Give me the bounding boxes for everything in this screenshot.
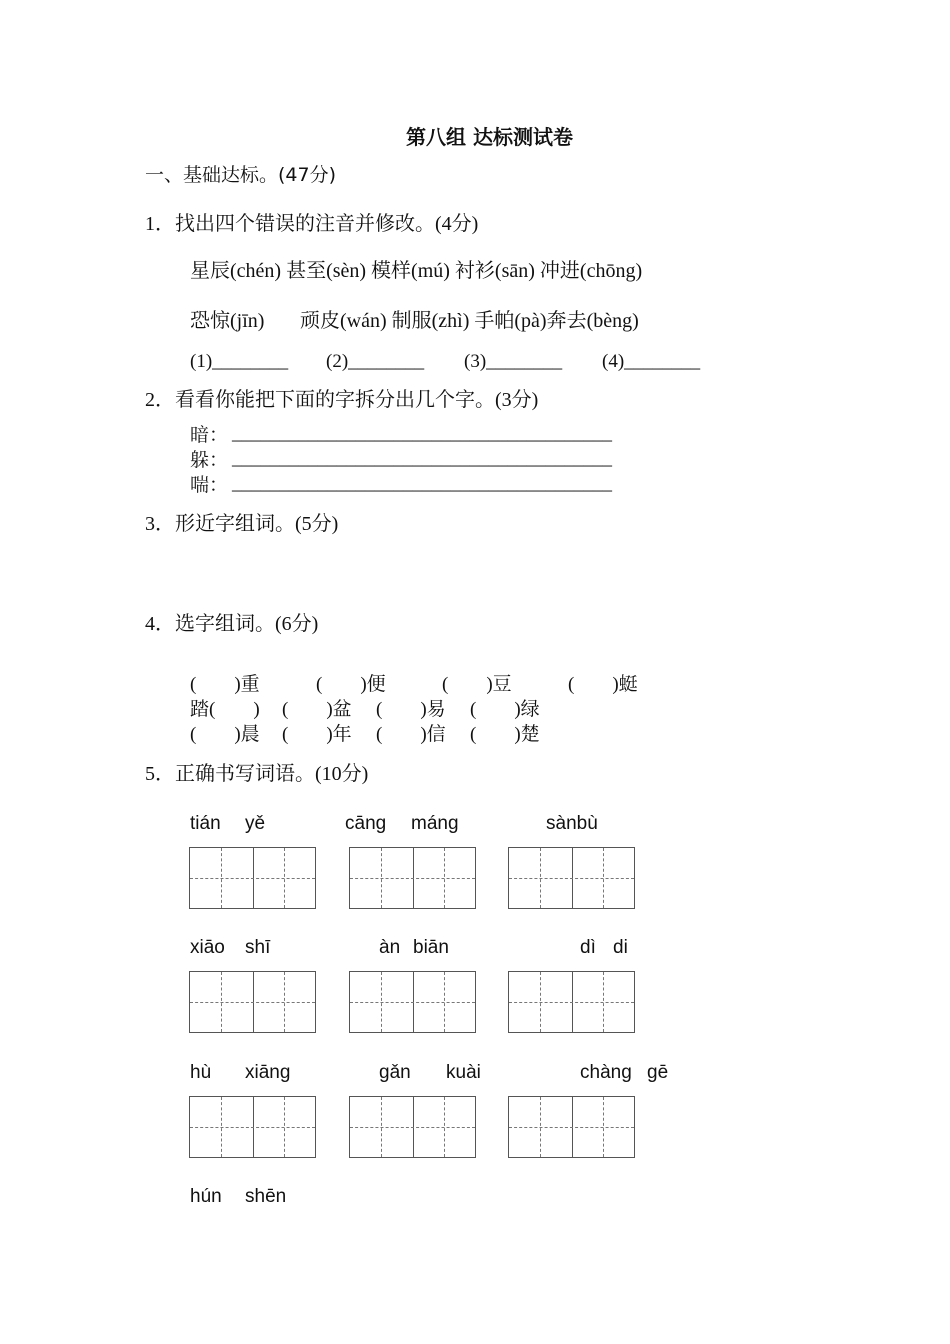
writing-grid[interactable] [508,847,635,909]
split-char-label: 喘： [190,475,229,496]
pinyin: gē [647,1062,669,1083]
pinyin: hún [190,1186,222,1207]
pinyin: di [613,937,628,958]
pinyin: xiāo [190,937,225,958]
choose-item[interactable]: ( )重 [190,674,260,695]
pinyin: yě [245,813,266,834]
writing-grid[interactable] [189,847,316,909]
pinyin: shī [245,937,271,958]
pinyin: hù [190,1062,212,1083]
pinyin: cāng [345,813,387,834]
writing-grid[interactable] [189,971,316,1033]
question-2-prompt: 2．看看你能把下面的字拆分出几个字。(3分) [145,389,539,411]
question-1-prompt: 1．找出四个错误的注音并修改。(4分) [145,213,479,235]
choose-item[interactable]: ( )年 [282,724,352,745]
writing-grid[interactable] [189,1096,316,1158]
pinyin: tián [190,813,221,834]
answer-blank-3[interactable]: (3)________ [464,351,563,372]
q1-line-2b: 顽皮(wán) 制服(zhì) 手帕(pà)奔去(bèng) [300,310,639,332]
pinyin: máng [411,813,459,834]
split-char-label: 暗： [190,425,229,446]
question-4-prompt: 4．选字组词。(6分) [145,613,319,635]
question-5-prompt: 5．正确书写词语。(10分) [145,763,369,785]
answer-blank-2[interactable]: (2)________ [326,351,425,372]
choose-item[interactable]: ( )便 [316,674,386,695]
pinyin: gǎn [379,1062,411,1083]
question-3-prompt: 3．形近字组词。(5分) [145,513,339,535]
pinyin: biān [413,937,449,958]
split-answer-line[interactable]: ________________________________________ [232,448,612,469]
writing-grid[interactable] [349,1096,476,1158]
answer-blank-4[interactable]: (4)________ [602,351,701,372]
choose-item[interactable]: ( )蜓 [568,674,638,695]
writing-grid[interactable] [349,971,476,1033]
writing-grid[interactable] [349,847,476,909]
choose-item[interactable]: ( )晨 [190,724,260,745]
split-answer-line[interactable]: ________________________________________ [232,473,612,494]
writing-grid[interactable] [508,1096,635,1158]
choose-item[interactable]: ( )易 [376,699,446,720]
pinyin: shēn [245,1186,287,1207]
pinyin: dì [580,937,596,958]
q1-line-2a: 恐惊(jīn) [190,310,265,332]
pinyin: sànbù [546,813,598,834]
pinyin: àn [379,937,401,958]
pinyin: chàng [580,1062,632,1083]
choose-item[interactable]: ( )绿 [470,699,540,720]
split-char-label: 躲： [190,450,229,471]
section-heading: 一、基础达标。(47分) [145,164,337,186]
writing-grid[interactable] [508,971,635,1033]
choose-item[interactable]: 踏( ) [190,699,260,720]
choose-item[interactable]: ( )信 [376,724,446,745]
q1-line-1: 星辰(chén) 甚至(sèn) 模样(mú) 衬衫(sān) 冲进(chōng) [190,260,643,282]
split-answer-line[interactable]: ________________________________________ [232,423,612,444]
pinyin: kuài [446,1062,481,1083]
answer-blank-1[interactable]: (1)________ [190,351,289,372]
pinyin: xiāng [245,1062,291,1083]
choose-item[interactable]: ( )盆 [282,699,352,720]
page-title: 第八组 达标测试卷 [406,125,573,149]
choose-item[interactable]: ( )楚 [470,724,540,745]
choose-item[interactable]: ( )豆 [442,674,512,695]
